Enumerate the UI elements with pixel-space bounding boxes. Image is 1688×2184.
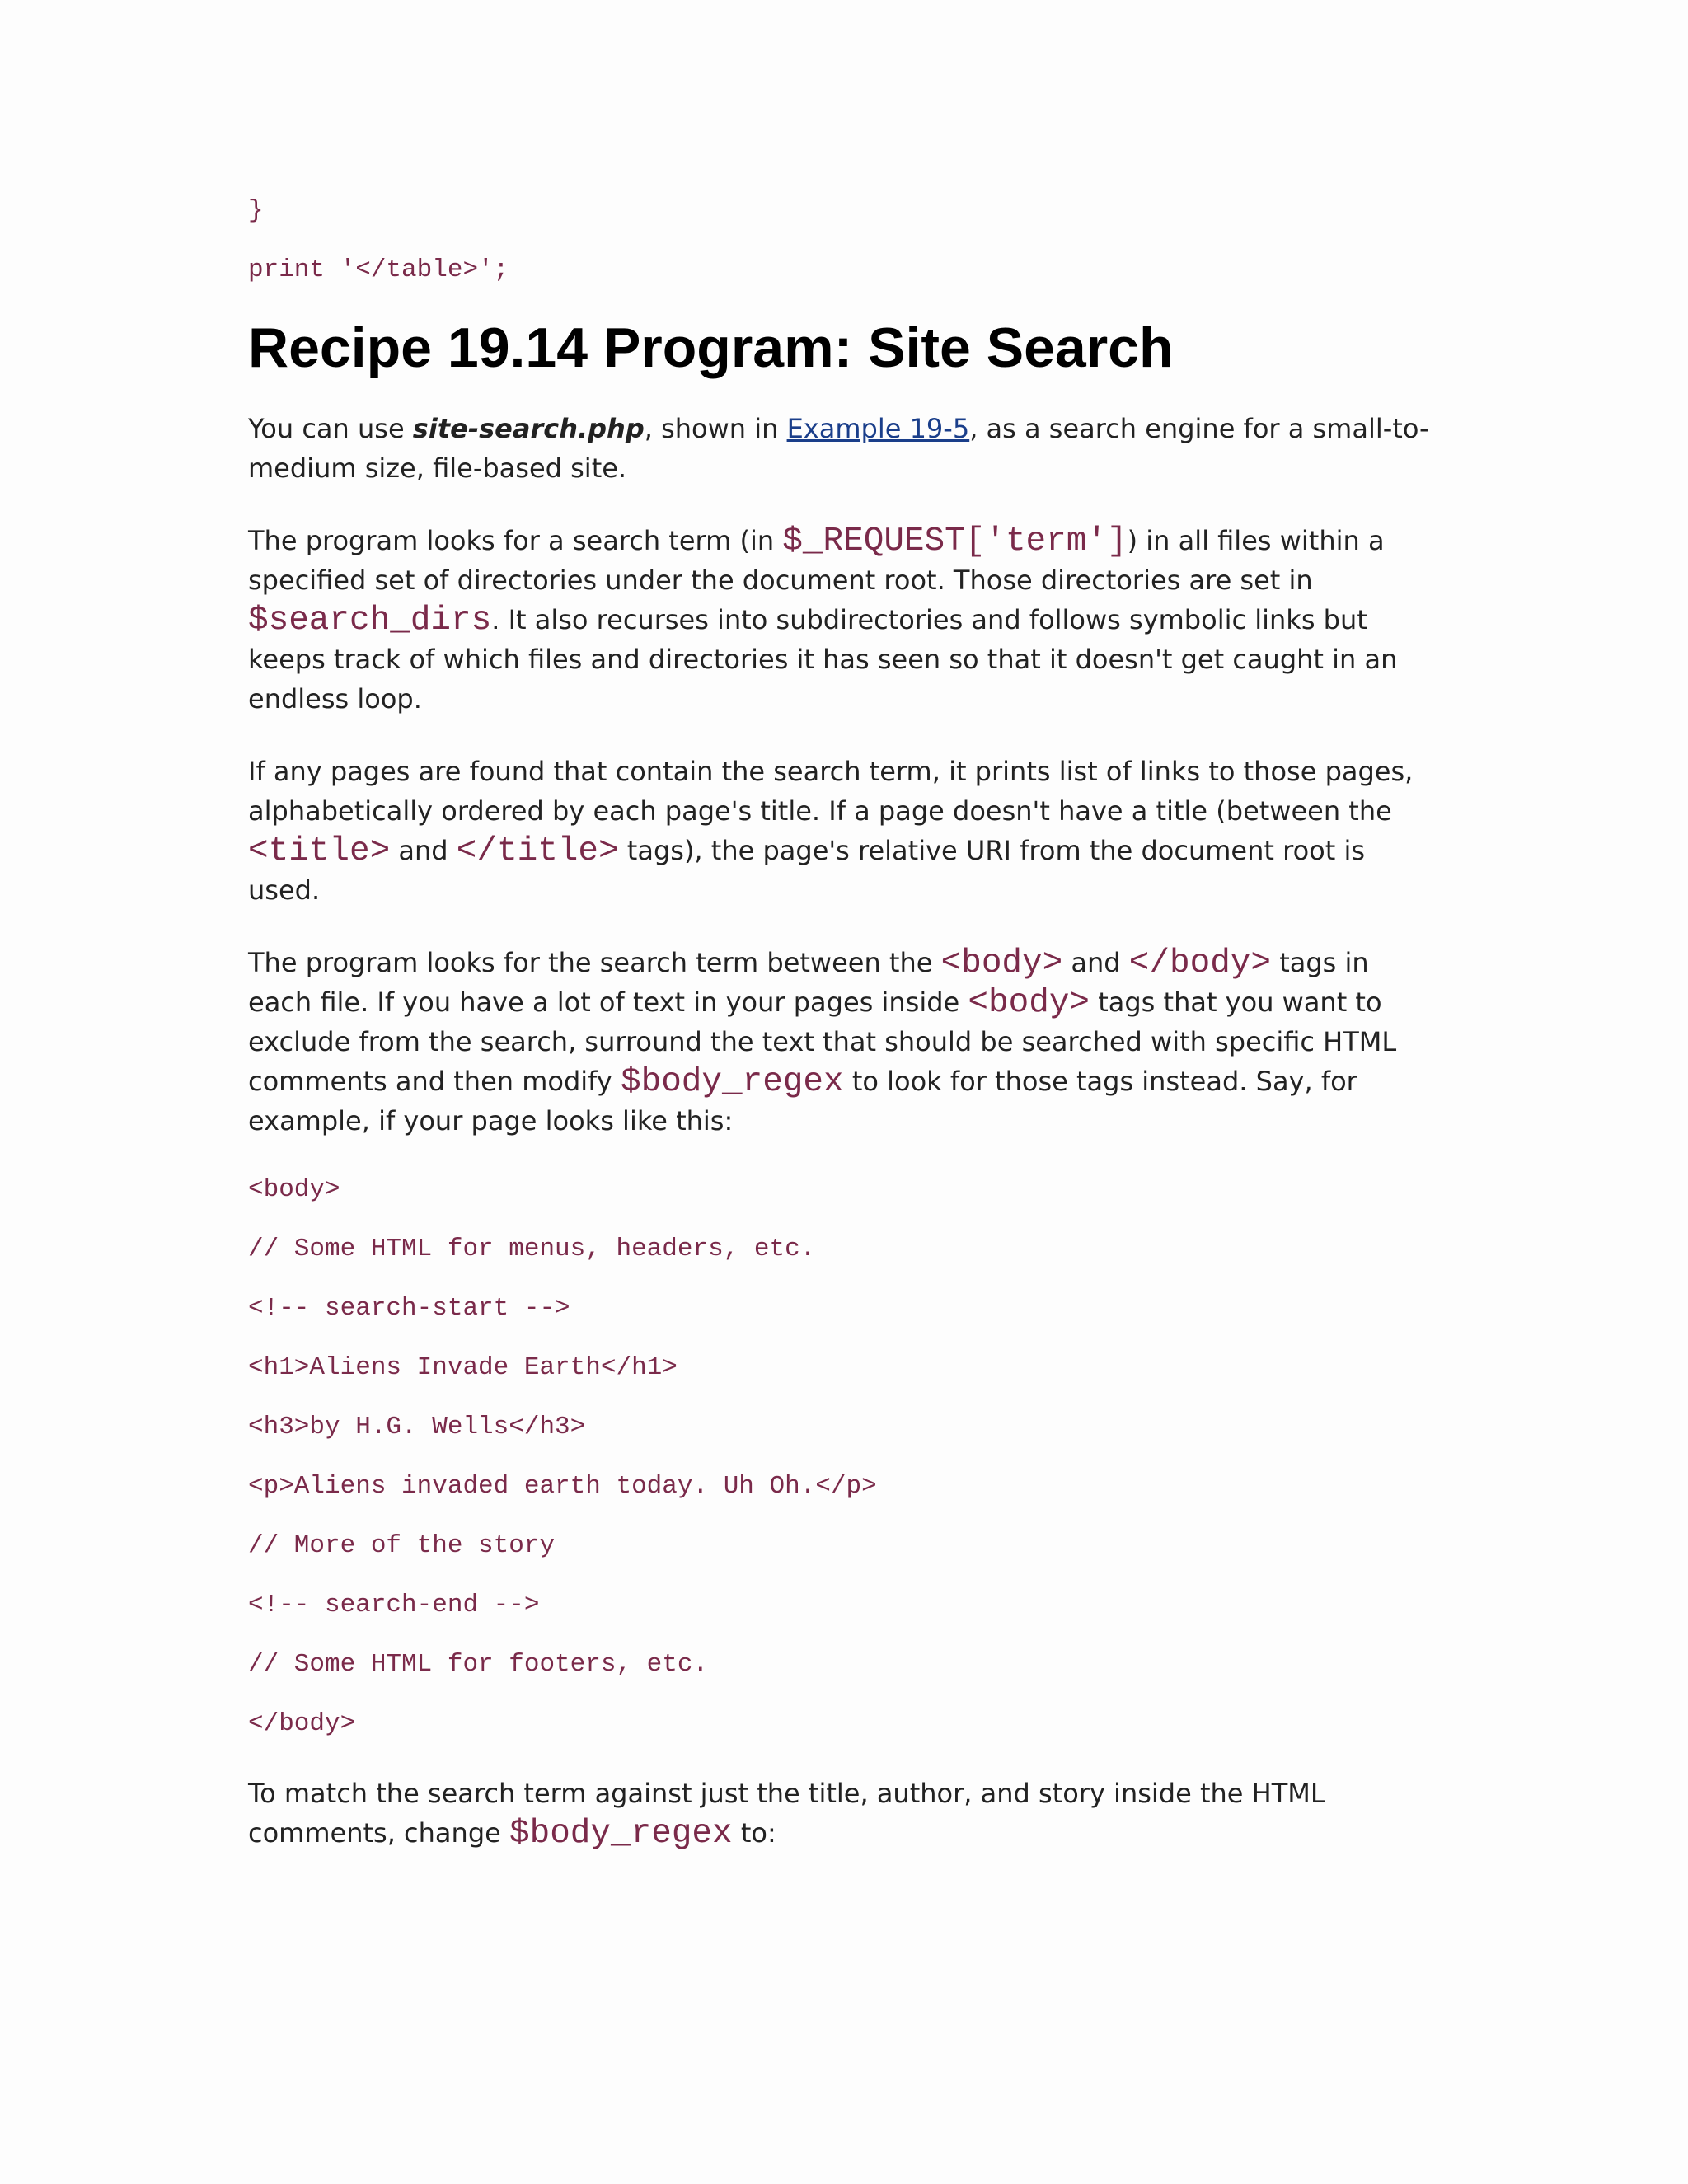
example-code-block bbox=[248, 1174, 1435, 1741]
p4-text-1: The program looks for the search term between the bbox=[248, 947, 941, 978]
p3-text-2: and bbox=[390, 835, 457, 866]
document-page bbox=[248, 194, 1435, 1886]
example-link[interactable]: Example 19-5 bbox=[786, 413, 970, 444]
code-line: <body> bbox=[248, 1175, 340, 1204]
body-tag-code: <body> bbox=[968, 984, 1090, 1022]
intro-paragraph bbox=[248, 409, 1435, 488]
search-term-paragraph bbox=[248, 521, 1435, 719]
code-line: <p>Aliens invaded earth today. Uh Oh.</p> bbox=[248, 1472, 877, 1501]
p3-text-3: tags), the page's relative URI from the document root is used. bbox=[248, 835, 1365, 906]
code-line: <!-- search-start --> bbox=[248, 1294, 570, 1323]
body-tags-paragraph bbox=[248, 943, 1435, 1141]
code-line: </body> bbox=[248, 1709, 356, 1738]
p3-text-1: If any pages are found that contain the search term, it prints list of links to those pages, alphabetically ordered by each page's title. If a page doesn't have a title (between the bbox=[248, 756, 1414, 827]
code-line: <!-- search-end --> bbox=[248, 1591, 540, 1619]
recipe-title: Recipe 19.14 Program: Site Search bbox=[248, 316, 1174, 379]
code-line: // Some HTML for menus, headers, etc. bbox=[248, 1235, 816, 1263]
p4-text-2: and bbox=[1062, 947, 1129, 978]
intro-text-2: , shown in bbox=[644, 413, 787, 444]
code-line-closing-brace: } bbox=[248, 196, 264, 225]
title-close-tag-code: </title> bbox=[456, 832, 619, 870]
body-close-tag-code: </body> bbox=[1128, 944, 1272, 982]
request-term-code: $_REQUEST['term'] bbox=[782, 523, 1128, 560]
p4-text-5: to look for those tags instead. Say, for example, if your page looks like this: bbox=[248, 1066, 1357, 1137]
code-line: <h1>Aliens Invade Earth</h1> bbox=[248, 1353, 678, 1382]
code-line: // Some HTML for footers, etc. bbox=[248, 1650, 709, 1679]
p4-text-4: tags that you want to exclude from the search, surround the text that should be searched with specific HTML comments and then modify bbox=[248, 987, 1397, 1097]
p2-text-1: The program looks for a search term (in bbox=[248, 525, 783, 556]
body-regex-code: $body_regex bbox=[509, 1815, 733, 1853]
search-dirs-code: $search_dirs bbox=[248, 602, 492, 640]
match-paragraph bbox=[248, 1774, 1435, 1853]
p5-text-1: To match the search term against just the title, author, and story inside the HTML comments, change bbox=[248, 1778, 1325, 1849]
file-name: site-search.php bbox=[412, 413, 645, 444]
p2-text-3: . It also recurses into subdirectories and follows symbolic links but keeps track of which files and directories it has seen so that it doesn't get caught in an endless loop. bbox=[248, 604, 1398, 715]
p5-text-2: to: bbox=[732, 1817, 776, 1849]
title-open-tag-code: <title> bbox=[248, 832, 391, 870]
p4-text-3: tags in each file. If you have a lot of text in your pages inside bbox=[248, 947, 1369, 1018]
body-regex-code: $body_regex bbox=[620, 1063, 844, 1101]
intro-text-1: You can use bbox=[248, 413, 413, 444]
code-line: <h3>by H.G. Wells</h3> bbox=[248, 1413, 586, 1441]
body-open-tag-code: <body> bbox=[940, 944, 1063, 982]
intro-text-3: , as a search engine for a small-to-medium size, file-based site. bbox=[248, 413, 1429, 484]
code-line-print-table: print '</table>'; bbox=[248, 255, 509, 284]
results-paragraph bbox=[248, 752, 1435, 910]
code-line: // More of the story bbox=[248, 1531, 556, 1560]
p2-text-2: ) in all files within a specified set of directories under the document root. Those directories are set in bbox=[248, 525, 1385, 596]
